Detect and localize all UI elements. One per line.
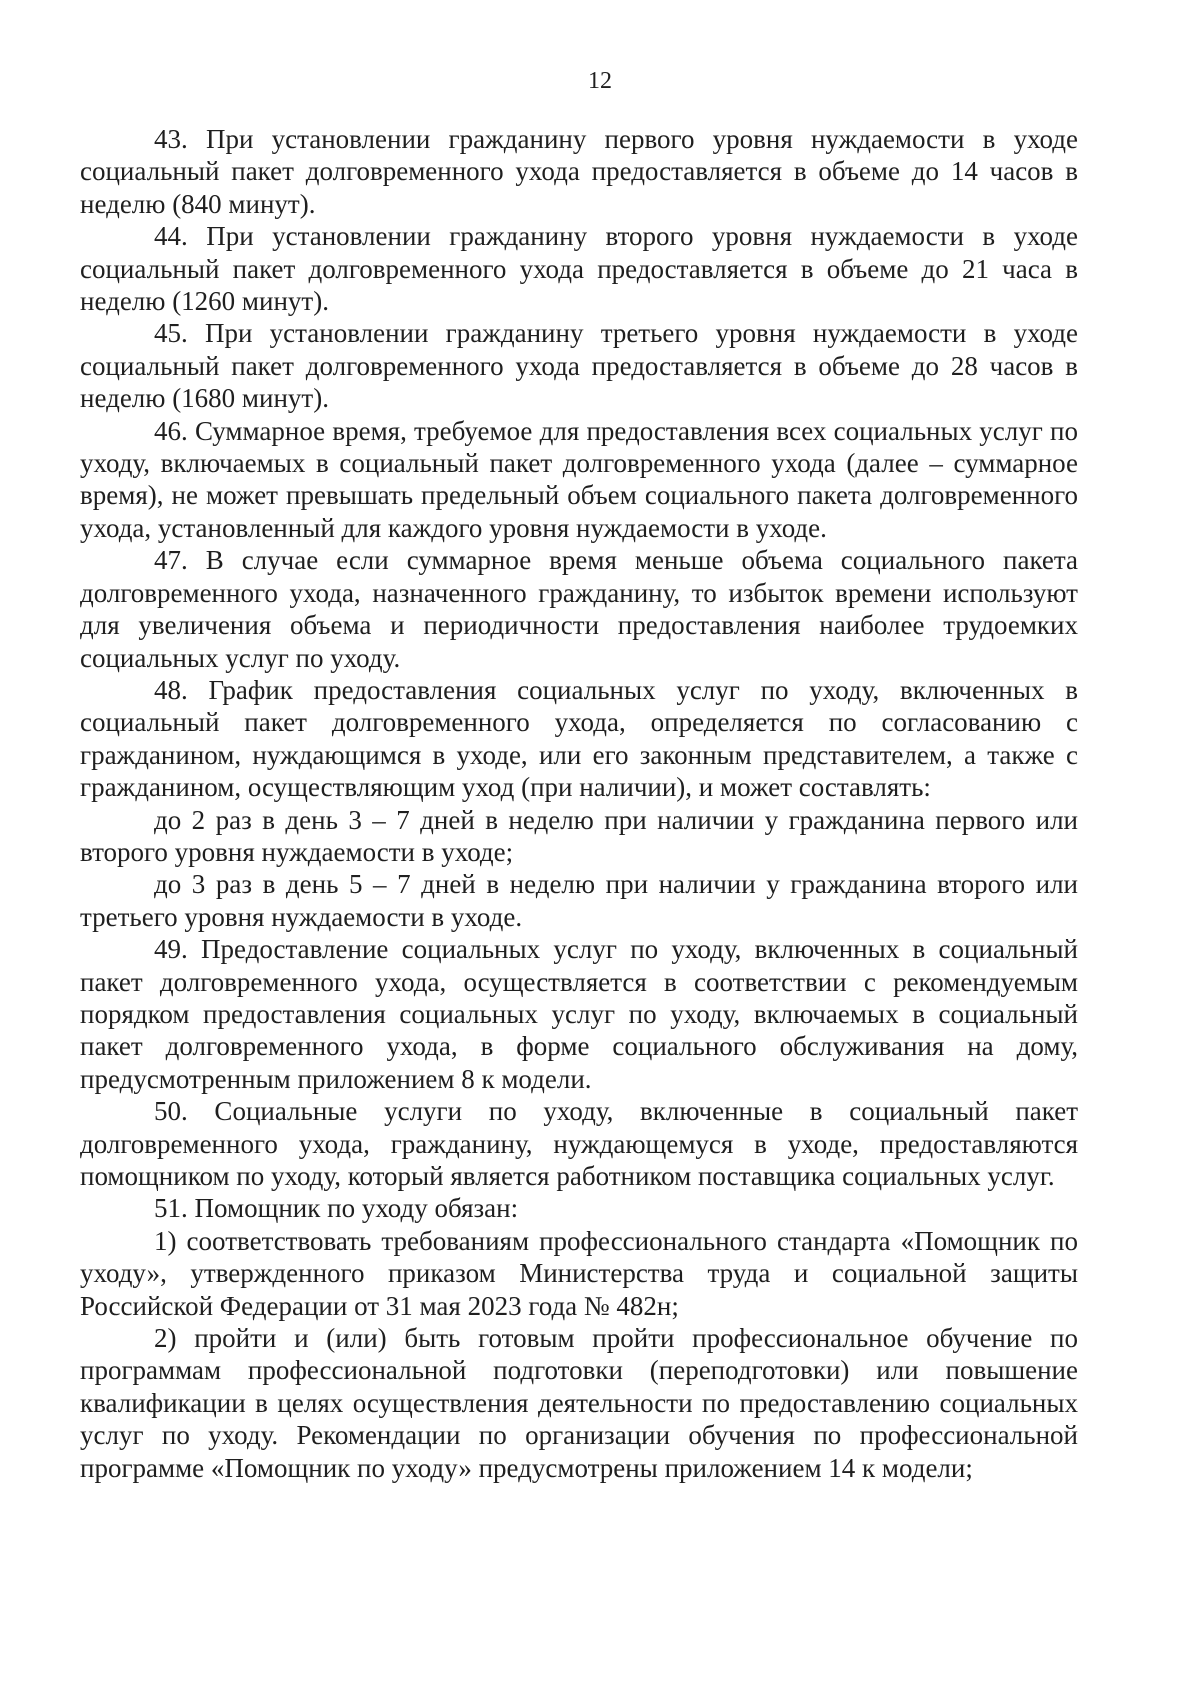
paragraph-51: 51. Помощник по уходу обязан: <box>154 1193 519 1224</box>
paragraph-49: 49. Предоставление социальных услуг по уходу, включенных в социальный пакет долговременного ухода, осуществляется в соответствии с рекомендуемым порядком предоставления социальных услуг по уходу, включаемых в социальный пакет долговременного ухода, в форме социального обслуживания на дому, предусмотренным приложением 8 к модели. <box>80 934 1078 1094</box>
paragraph-46: 46. Суммарное время, требуемое для предоставления всех социальных услуг по уходу, включаемых в социальный пакет долговременного ухода (далее – суммарное время), не может превышать предельный объем социального пакета долговременного ухода, установленный для каждого уровня нуждаемости в уходе. <box>80 415 1078 543</box>
paragraph-43: 43. При установлении гражданину первого уровня нуждаемости в уходе социальный пакет долговременного ухода предоставляется в объеме до 14 часов в неделю (840 минут). <box>80 124 1078 219</box>
paragraph-48-option-2: до 3 раз в день 5 – 7 дней в неделю при наличии у гражданина второго или третьего уровня нуждаемости в уходе. <box>80 869 1078 932</box>
paragraph-51-item-2: 2) пройти и (или) быть готовым пройти профессиональное обучение по программам профессиональной подготовки (переподготовки) или повышение квалификации в целях осуществления деятельности по предоставлению социальных услуг по уходу. Рекомендации по организации обучения по профессиональной программе «Помощник по уходу» предусмотрены приложением 14 к модели; <box>80 1323 1078 1483</box>
paragraph-48: 48. График предоставления социальных услуг по уходу, включенных в социальный пакет долговременного ухода, определяется по согласованию с гражданином, нуждающимся в уходе, или его законным представителем, а также с гражданином, осуществляющим уход (при наличии), и может составлять: <box>80 674 1078 803</box>
document-body <box>80 123 1078 1484</box>
paragraph-44: 44. При установлении гражданину второго уровня нуждаемости в уходе социальный пакет долговременного ухода предоставляется в объеме до 21 часа в неделю (1260 минут). <box>80 221 1078 317</box>
paragraph-51-item-1: 1) соответствовать требованиям профессионального стандарта «Помощник по уходу», утвержденного приказом Министерства труда и социальной защиты Российской Федерации от 31 мая 2023 года № 482н; <box>80 1225 1078 1321</box>
paragraph-48-option-1: до 2 раз в день 3 – 7 дней в неделю при наличии у гражданина первого или второго уровня нуждаемости в уходе; <box>80 804 1078 867</box>
page-number: 12 <box>588 68 612 94</box>
paragraph-45: 45. При установлении гражданину третьего уровня нуждаемости в уходе социальный пакет долговременного ухода предоставляется в объеме до 28 часов в неделю (1680 минут). <box>80 318 1078 414</box>
paragraph-47: 47. В случае если суммарное время меньше объема социального пакета долговременного ухода, назначенного гражданину, то избыток времени используют для увеличения объема и периодичности предоставления наиболее трудоемких социальных услуг по уходу. <box>80 545 1078 673</box>
paragraph-50: 50. Социальные услуги по уходу, включенные в социальный пакет долговременного ухода, гражданину, нуждающемуся в уходе, предоставляются помощником по уходу, который является работником поставщика социальных услуг. <box>80 1096 1078 1191</box>
